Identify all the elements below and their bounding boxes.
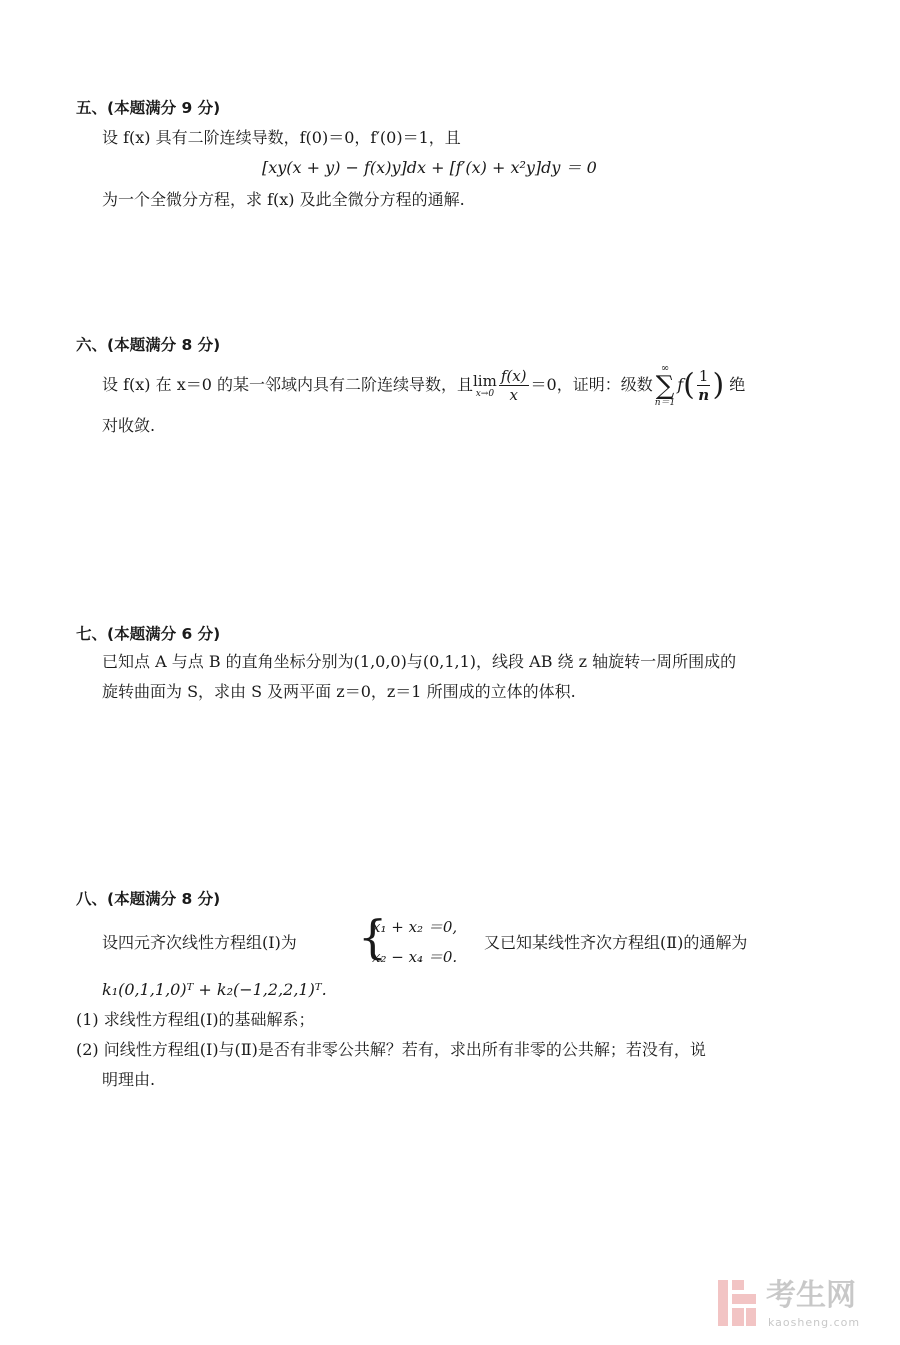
q8-sub1: (1) 求线性方程组(Ⅰ)的基础解系；: [76, 1010, 315, 1029]
left-paren: (: [683, 367, 695, 403]
q6-line1-post: 绝: [729, 375, 746, 394]
q8-sub2: (2) 问线性方程组(Ⅰ)与(Ⅱ)是否有非零公共解？若有，求出所有非零的公共解；若没有，说: [76, 1040, 706, 1059]
sum-sign: ∑: [655, 370, 675, 401]
system-eq1: x₁ + x₂ ＝0,: [372, 918, 458, 936]
series-sum: [655, 364, 676, 408]
watermark-url: kaosheng.com: [768, 1316, 861, 1329]
right-paren: ): [712, 367, 725, 403]
watermark-logo: [716, 1278, 886, 1338]
fraction-one-over-n: [697, 367, 711, 404]
limit-expression: [473, 373, 497, 399]
q8-line1-pre: 设四元齐次线性方程组(Ⅰ)为: [102, 933, 297, 952]
q6-mid: ＝0，证明：级数: [530, 375, 653, 394]
q6-line1-pre: 设 f(x) 在 x＝0 的某一邻域内具有二阶连续导数，且: [102, 375, 473, 394]
q7-heading: 七、(本题满分 6 分): [76, 625, 221, 643]
lim-subscript: x→0: [475, 388, 495, 399]
sum-fraction-denominator: n: [698, 386, 710, 404]
fraction-fx-over-x: [499, 367, 529, 404]
q8-general-solution: k₁(0,1,1,0)ᵀ + k₂(−1,2,2,1)ᵀ.: [102, 980, 327, 999]
q7-line2: 旋转曲面为 S，求由 S 及两平面 z＝0，z＝1 所围成的立体的体积.: [102, 682, 576, 701]
q8-heading: 八、(本题满分 8 分): [76, 890, 221, 908]
q6-line2: 对收敛.: [102, 416, 156, 435]
system-brace: {: [358, 910, 388, 964]
q8-line1-post: 又已知某线性齐次方程组(Ⅱ)的通解为: [484, 933, 748, 952]
sum-function: f: [677, 375, 684, 394]
sum-lower: n＝1: [654, 397, 676, 408]
fraction-numerator: f(x): [500, 367, 527, 385]
sum-fraction-numerator: 1: [698, 367, 709, 385]
kaosheng-logo-icon: [716, 1278, 760, 1328]
q6-line1: [102, 362, 745, 409]
lim-word: lim: [472, 371, 497, 390]
q5-line3: 为一个全微分方程，求 f(x) 及此全微分方程的通解.: [102, 190, 465, 209]
q5-line1: 设 f(x) 具有二阶连续导数，f(0)＝0，f′(0)＝1，且: [102, 128, 461, 147]
q6-heading: 六、(本题满分 8 分): [76, 336, 221, 354]
q5-equation: [xy(x + y) − f(x)y]dx + [f′(x) + x²y]dy ＝ 0: [262, 158, 597, 177]
watermark-name: 考生网: [766, 1278, 856, 1313]
sum-upper: ∞: [660, 362, 670, 374]
q7-line1: 已知点 A 与点 B 的直角坐标分别为(1,0,0)与(0,1,1)，线段 AB 绕 z 轴旋转一周所围成的: [102, 652, 737, 671]
system-eq2: x₂ − x₄ ＝0.: [372, 948, 458, 966]
q8-sub2-cont: 明理由.: [102, 1070, 156, 1089]
q5-heading: 五、(本题满分 9 分): [76, 99, 221, 117]
fraction-denominator: x: [509, 386, 518, 404]
